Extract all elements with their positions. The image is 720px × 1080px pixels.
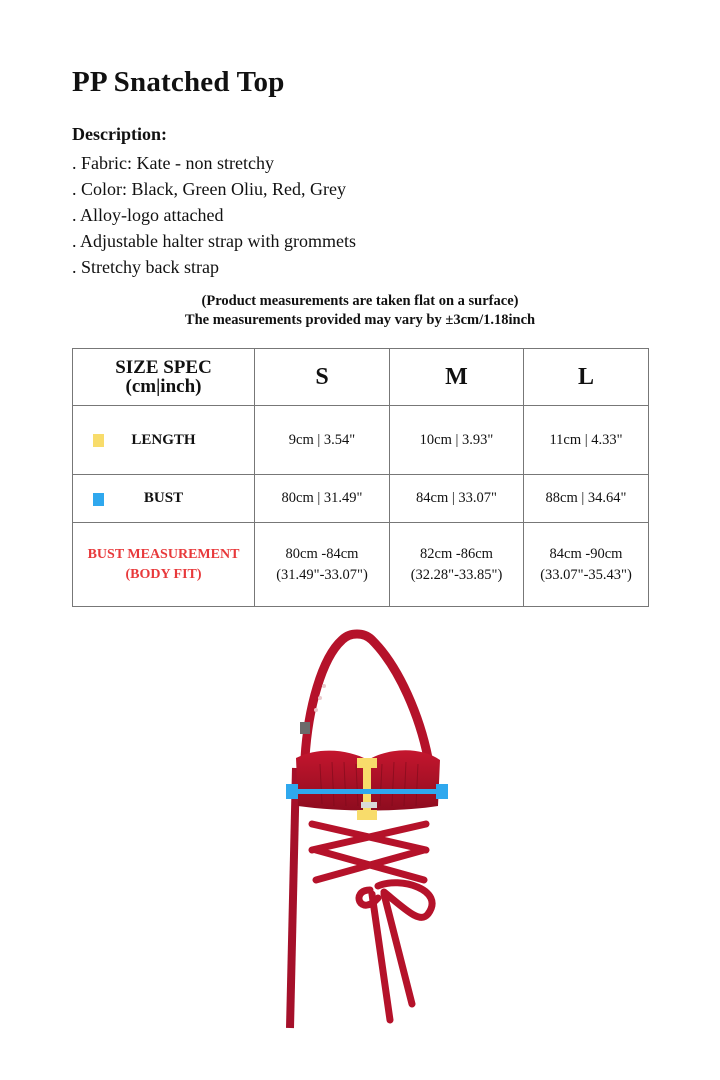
table-cell: 88cm | 34.64" xyxy=(524,475,649,523)
size-spec-label: SIZE SPEC xyxy=(115,357,212,378)
table-row xyxy=(73,406,649,475)
alloy-logo-icon xyxy=(361,802,377,808)
grommet-icon xyxy=(322,684,326,688)
table-cell: 10cm | 3.93" xyxy=(390,406,524,475)
halter-strap xyxy=(305,634,428,758)
size-label: L xyxy=(577,363,594,390)
measurement-note-line: The measurements provided may vary by ±3cm/1.18inch xyxy=(184,312,536,328)
description-item: . Adjustable halter strap with grommets xyxy=(72,231,356,251)
description-item: . Fabric: Kate - non stretchy xyxy=(72,153,274,173)
measurement-note xyxy=(0,292,720,330)
length-swatch-icon xyxy=(93,434,104,447)
buckle-icon xyxy=(300,722,310,734)
product-garment-image xyxy=(260,628,460,1038)
size-column-m xyxy=(390,349,524,406)
description-list xyxy=(72,150,356,280)
bust-marker xyxy=(290,789,444,794)
table-cell: 11cm | 4.33" xyxy=(524,406,649,475)
bust-fit-row-label: BUST MEASUREMENT (BODY FIT) xyxy=(73,523,255,607)
bust-row-label: BUST xyxy=(73,475,255,523)
size-spec-unit: (cm|inch) xyxy=(125,376,202,397)
size-spec-header xyxy=(73,349,255,406)
measurement-note-line: (Product measurements are taken flat on a surface) xyxy=(201,293,519,309)
bust-marker-cap xyxy=(286,784,298,799)
table-cell: 82cm -86cm (32.28"-33.85") xyxy=(390,523,524,607)
description-item: . Alloy-logo attached xyxy=(72,205,224,225)
table-cell: 9cm | 3.54" xyxy=(255,406,390,475)
length-row-label: LENGTH xyxy=(73,406,255,475)
table-cell: 80cm -84cm (31.49"-33.07") xyxy=(255,523,390,607)
length-marker-cap xyxy=(357,758,377,768)
size-spec-table xyxy=(72,348,649,607)
size-label: M xyxy=(445,363,468,390)
grommet-icon xyxy=(318,696,322,700)
product-title: PP Snatched Top xyxy=(72,66,285,98)
left-hanging-strap xyxy=(290,768,296,1028)
description-heading: Description: xyxy=(72,124,167,144)
size-label: S xyxy=(315,363,329,390)
description-item: . Stretchy back strap xyxy=(72,257,219,277)
size-column-s xyxy=(255,349,390,406)
description-item: . Color: Black, Green Oliu, Red, Grey xyxy=(72,179,346,199)
size-column-l xyxy=(524,349,649,406)
length-marker-cap xyxy=(357,810,377,820)
table-row xyxy=(73,523,649,607)
bust-swatch-icon xyxy=(93,493,104,506)
crisscross-straps xyxy=(312,824,432,1020)
table-cell: 80cm | 31.49" xyxy=(255,475,390,523)
bust-marker-cap xyxy=(436,784,448,799)
table-row xyxy=(73,475,649,523)
table-header-row xyxy=(73,349,649,406)
grommet-icon xyxy=(314,708,318,712)
table-cell: 84cm -90cm (33.07"-35.43") xyxy=(524,523,649,607)
table-cell: 84cm | 33.07" xyxy=(390,475,524,523)
